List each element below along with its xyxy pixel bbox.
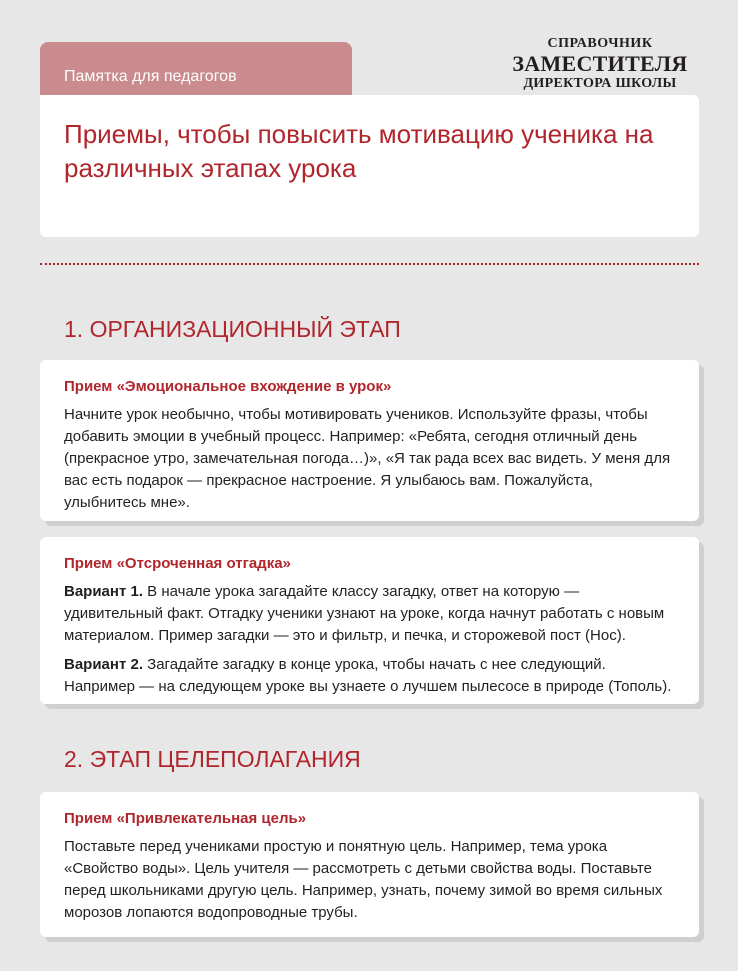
variant-2-text: Загадайте загадку в конце урока, чтобы начать с нее следующий. Например — на следующем уроке вы узнаете о лучшем пылесосе в природе (Тополь).	[64, 656, 672, 695]
section-heading-2: 2. ЭТАП ЦЕЛЕПОЛАГАНИЯ	[64, 746, 361, 772]
brand-line-3: ДИРЕКТОРА ШКОЛЫ	[523, 76, 677, 91]
brand-logo	[500, 37, 700, 91]
dotted-divider	[40, 263, 699, 265]
header-tag-label: Памятка для педагогов	[64, 68, 237, 85]
card-attractive-goal	[40, 792, 699, 937]
variant-1-paragraph	[64, 581, 675, 647]
variant-2-paragraph	[64, 654, 675, 698]
card-emotional-entry	[40, 360, 699, 521]
variant-1-text: В начале урока загадайте классу загадку, ответ на которую — удивительный факт. Отгадку ученики узнают на уроке, когда начнут работать с новым материалом. Пример загадки — это и фильтр, и печка, и сторожевой пост (Нос).	[64, 583, 665, 644]
brand-line-1: СПРАВОЧНИК	[547, 36, 653, 51]
card-title: Прием «Отсроченная отгадка»	[64, 555, 291, 572]
card-title: Прием «Эмоциональное вхождение в урок»	[64, 378, 392, 395]
card-text: Начните урок необычно, чтобы мотивировать учеников. Используйте фразы, чтобы добавить эмоции в учебный процесс. Например: «Ребята, сегодня отличный день (прекрасное утро, замечательная погода…)», «Я так рада всех вас видеть. У меня для вас есть подарок — прекрасное настроение. Я улыбаюсь вам. Пожалуйста, улыбнитесь мне».	[64, 406, 671, 511]
header-tag	[40, 42, 352, 98]
variant-2-label: Вариант 2.	[64, 656, 143, 673]
card-delayed-answer	[40, 537, 699, 704]
card-text: Поставьте перед учениками простую и понятную цель. Например, тема урока «Свойство воды». Цель учителя — рассмотреть с детьми свойства воды. Поставьте перед школьниками другую цель. Например, узнать, почему зимой во время сильных морозов лопаются водопроводные трубы.	[64, 838, 663, 921]
section-heading-1: 1. ОРГАНИЗАЦИОННЫЙ ЭТАП	[64, 316, 401, 342]
brand-line-2: ЗАМЕСТИТЕЛЯ	[512, 51, 688, 76]
title-card	[40, 95, 699, 237]
variant-1-label: Вариант 1.	[64, 583, 143, 600]
card-title: Прием «Привлекательная цель»	[64, 810, 307, 827]
page-title: Приемы, чтобы повысить мотивацию ученика на различных этапах урока	[64, 119, 654, 183]
